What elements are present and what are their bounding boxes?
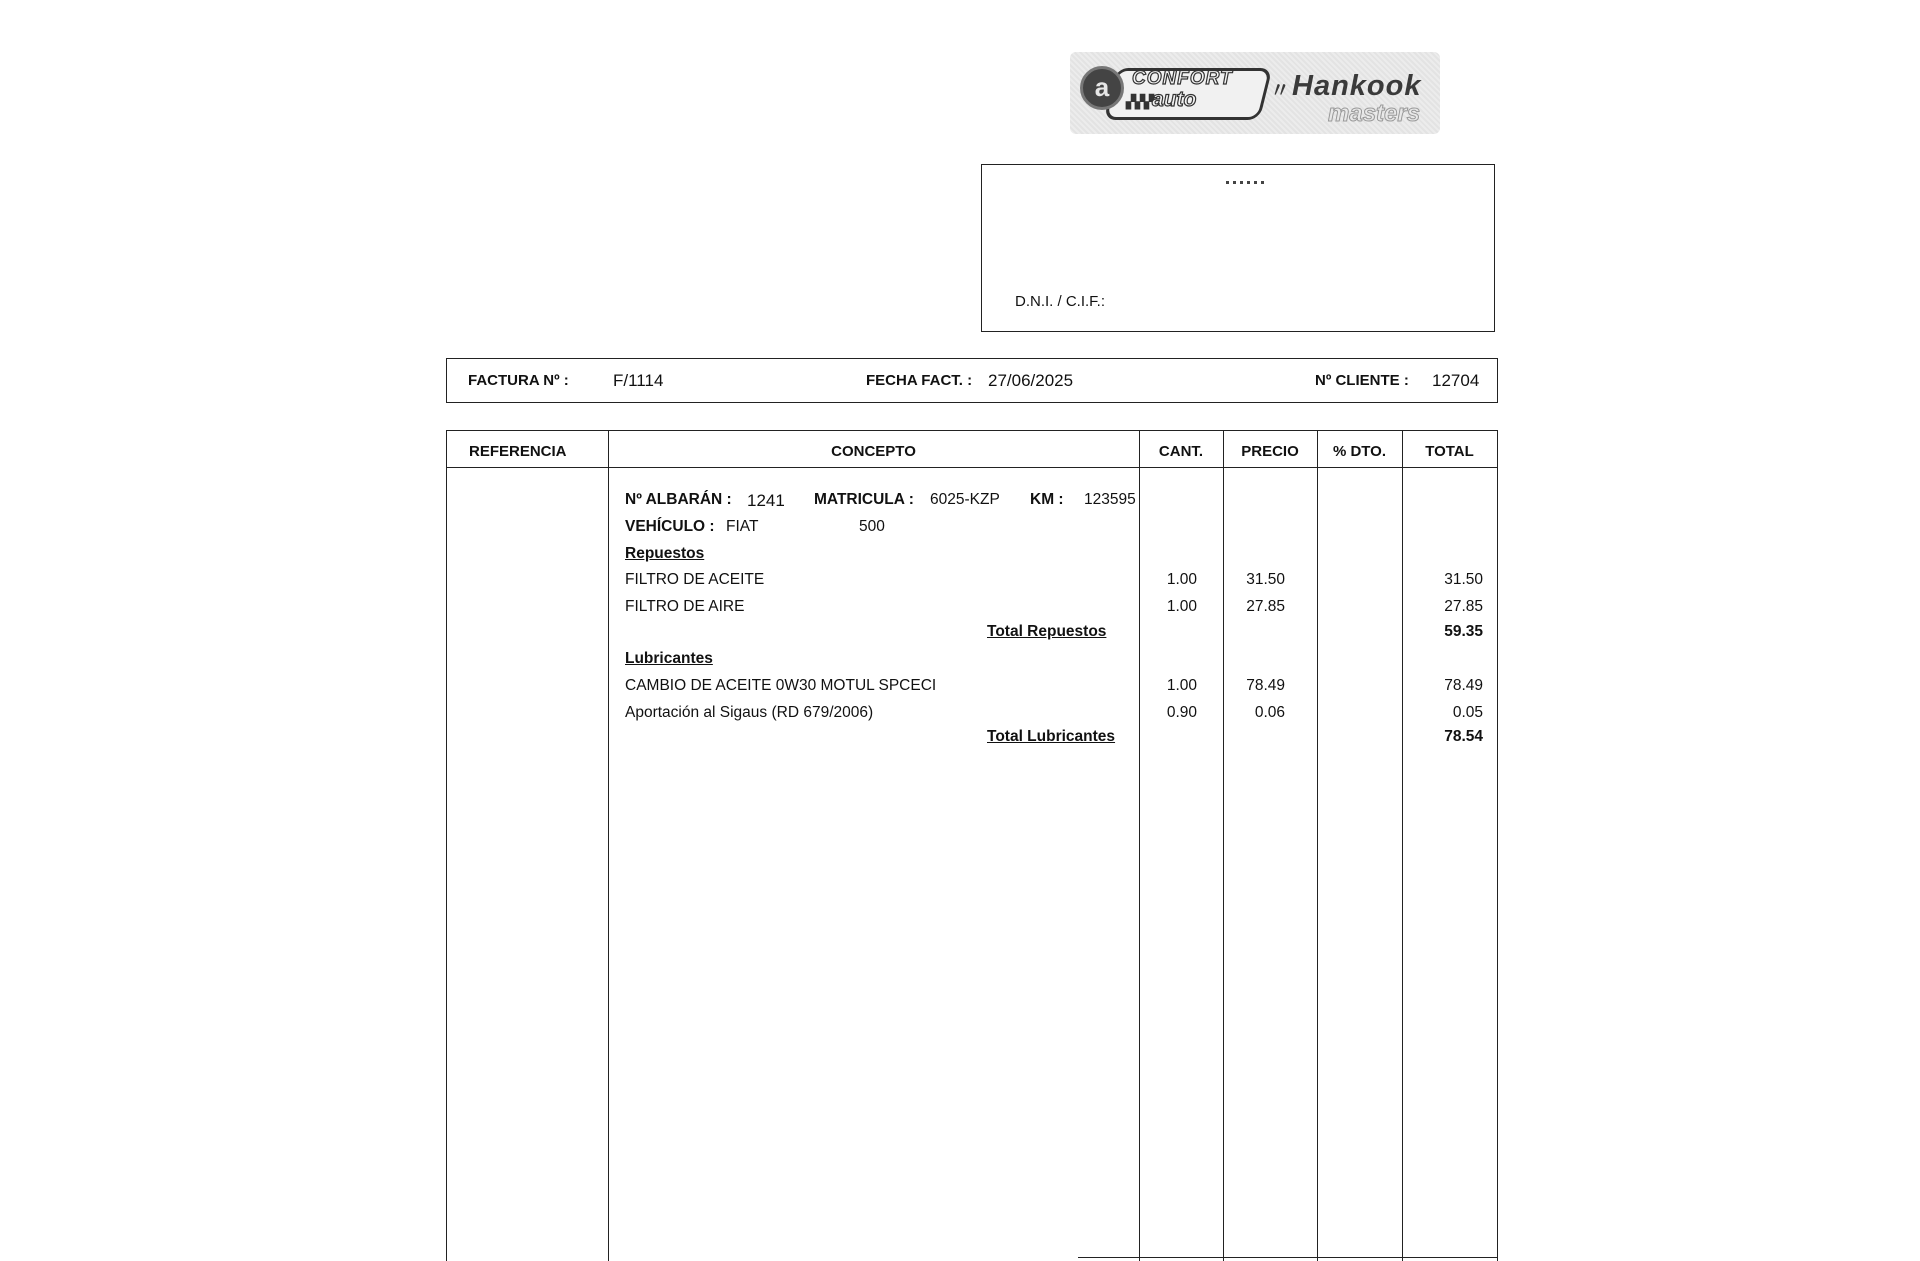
header-referencia: REFERENCIA [469, 443, 567, 460]
confort-auto-badge-icon: a [1080, 66, 1124, 110]
factura-label: FACTURA Nº : [468, 372, 569, 389]
line-cant: 0.90 [1166, 704, 1197, 721]
factura-number: F/1114 [613, 371, 664, 390]
total-lubricantes-label: Total Lubricantes [987, 728, 1116, 745]
company-logo [1070, 52, 1440, 134]
line-cant: 1.00 [1166, 677, 1197, 694]
vehiculo-model: 500 [859, 518, 885, 535]
line-precio: 31.50 [1246, 571, 1285, 588]
invoice-lines-table [446, 430, 1498, 1261]
total-repuestos-label: Total Repuestos [987, 623, 1107, 640]
albaran-label: Nº ALBARÁN : [625, 491, 732, 508]
vehiculo-label: VEHÍCULO : [625, 518, 715, 535]
client-box [981, 164, 1495, 332]
invoice-header-bar [446, 358, 1498, 403]
km-value: 123595 [1084, 491, 1136, 508]
line-concepto: FILTRO DE AIRE [625, 598, 745, 615]
line-cant: 1.00 [1166, 598, 1197, 615]
fecha-label: FECHA FACT. : [866, 372, 973, 389]
table-bottom-divider [1078, 1257, 1498, 1258]
hankook-logo-text: Hankook [1292, 70, 1422, 102]
header-cant: CANT. [1158, 443, 1204, 460]
line-concepto: Aportación al Sigaus (RD 679/2006) [625, 704, 874, 721]
header-dto: % DTO. [1332, 443, 1387, 460]
header-concepto: CONCEPTO [831, 443, 916, 460]
line-precio: 0.06 [1254, 704, 1285, 721]
albaran-value: 1241 [747, 491, 785, 510]
line-cant: 1.00 [1166, 571, 1197, 588]
total-repuestos-value: 59.35 [1444, 623, 1483, 640]
cliente-label: Nº CLIENTE : [1315, 372, 1409, 389]
fecha-value: 27/06/2025 [988, 371, 1074, 390]
km-label: KM : [1030, 491, 1064, 508]
line-total: 27.85 [1444, 598, 1483, 615]
line-total: 0.05 [1452, 704, 1483, 721]
confort-logo-text: CONFORT [1132, 68, 1233, 89]
hankook-wing-icon: 〃 [1270, 80, 1290, 102]
line-concepto: FILTRO DE ACEITE [625, 571, 765, 588]
line-precio: 78.49 [1246, 677, 1285, 694]
matricula-value: 6025-KZP [930, 491, 1000, 508]
matricula-label: MATRICULA : [814, 491, 914, 508]
total-lubricantes-value: 78.54 [1444, 728, 1483, 745]
checkered-flag-icon: ▞▞▞ [1126, 94, 1153, 109]
line-total: 78.49 [1444, 677, 1483, 694]
auto-logo-text: auto [1152, 88, 1197, 111]
header-total: TOTAL [1425, 443, 1474, 460]
client-name-redacted [1226, 181, 1266, 187]
vehiculo-make: FIAT [726, 518, 759, 535]
section-title-repuestos: Repuestos [625, 545, 705, 562]
header-precio: PRECIO [1241, 443, 1299, 460]
cliente-number: 12704 [1432, 371, 1480, 390]
line-total: 31.50 [1444, 571, 1483, 588]
line-precio: 27.85 [1246, 598, 1285, 615]
dni-label: D.N.I. / C.I.F.: [1015, 293, 1106, 310]
masters-logo-text: masters [1328, 100, 1421, 127]
section-title-lubricantes: Lubricantes [625, 650, 713, 667]
line-concepto: CAMBIO DE ACEITE 0W30 MOTUL SPCECI [625, 677, 937, 694]
